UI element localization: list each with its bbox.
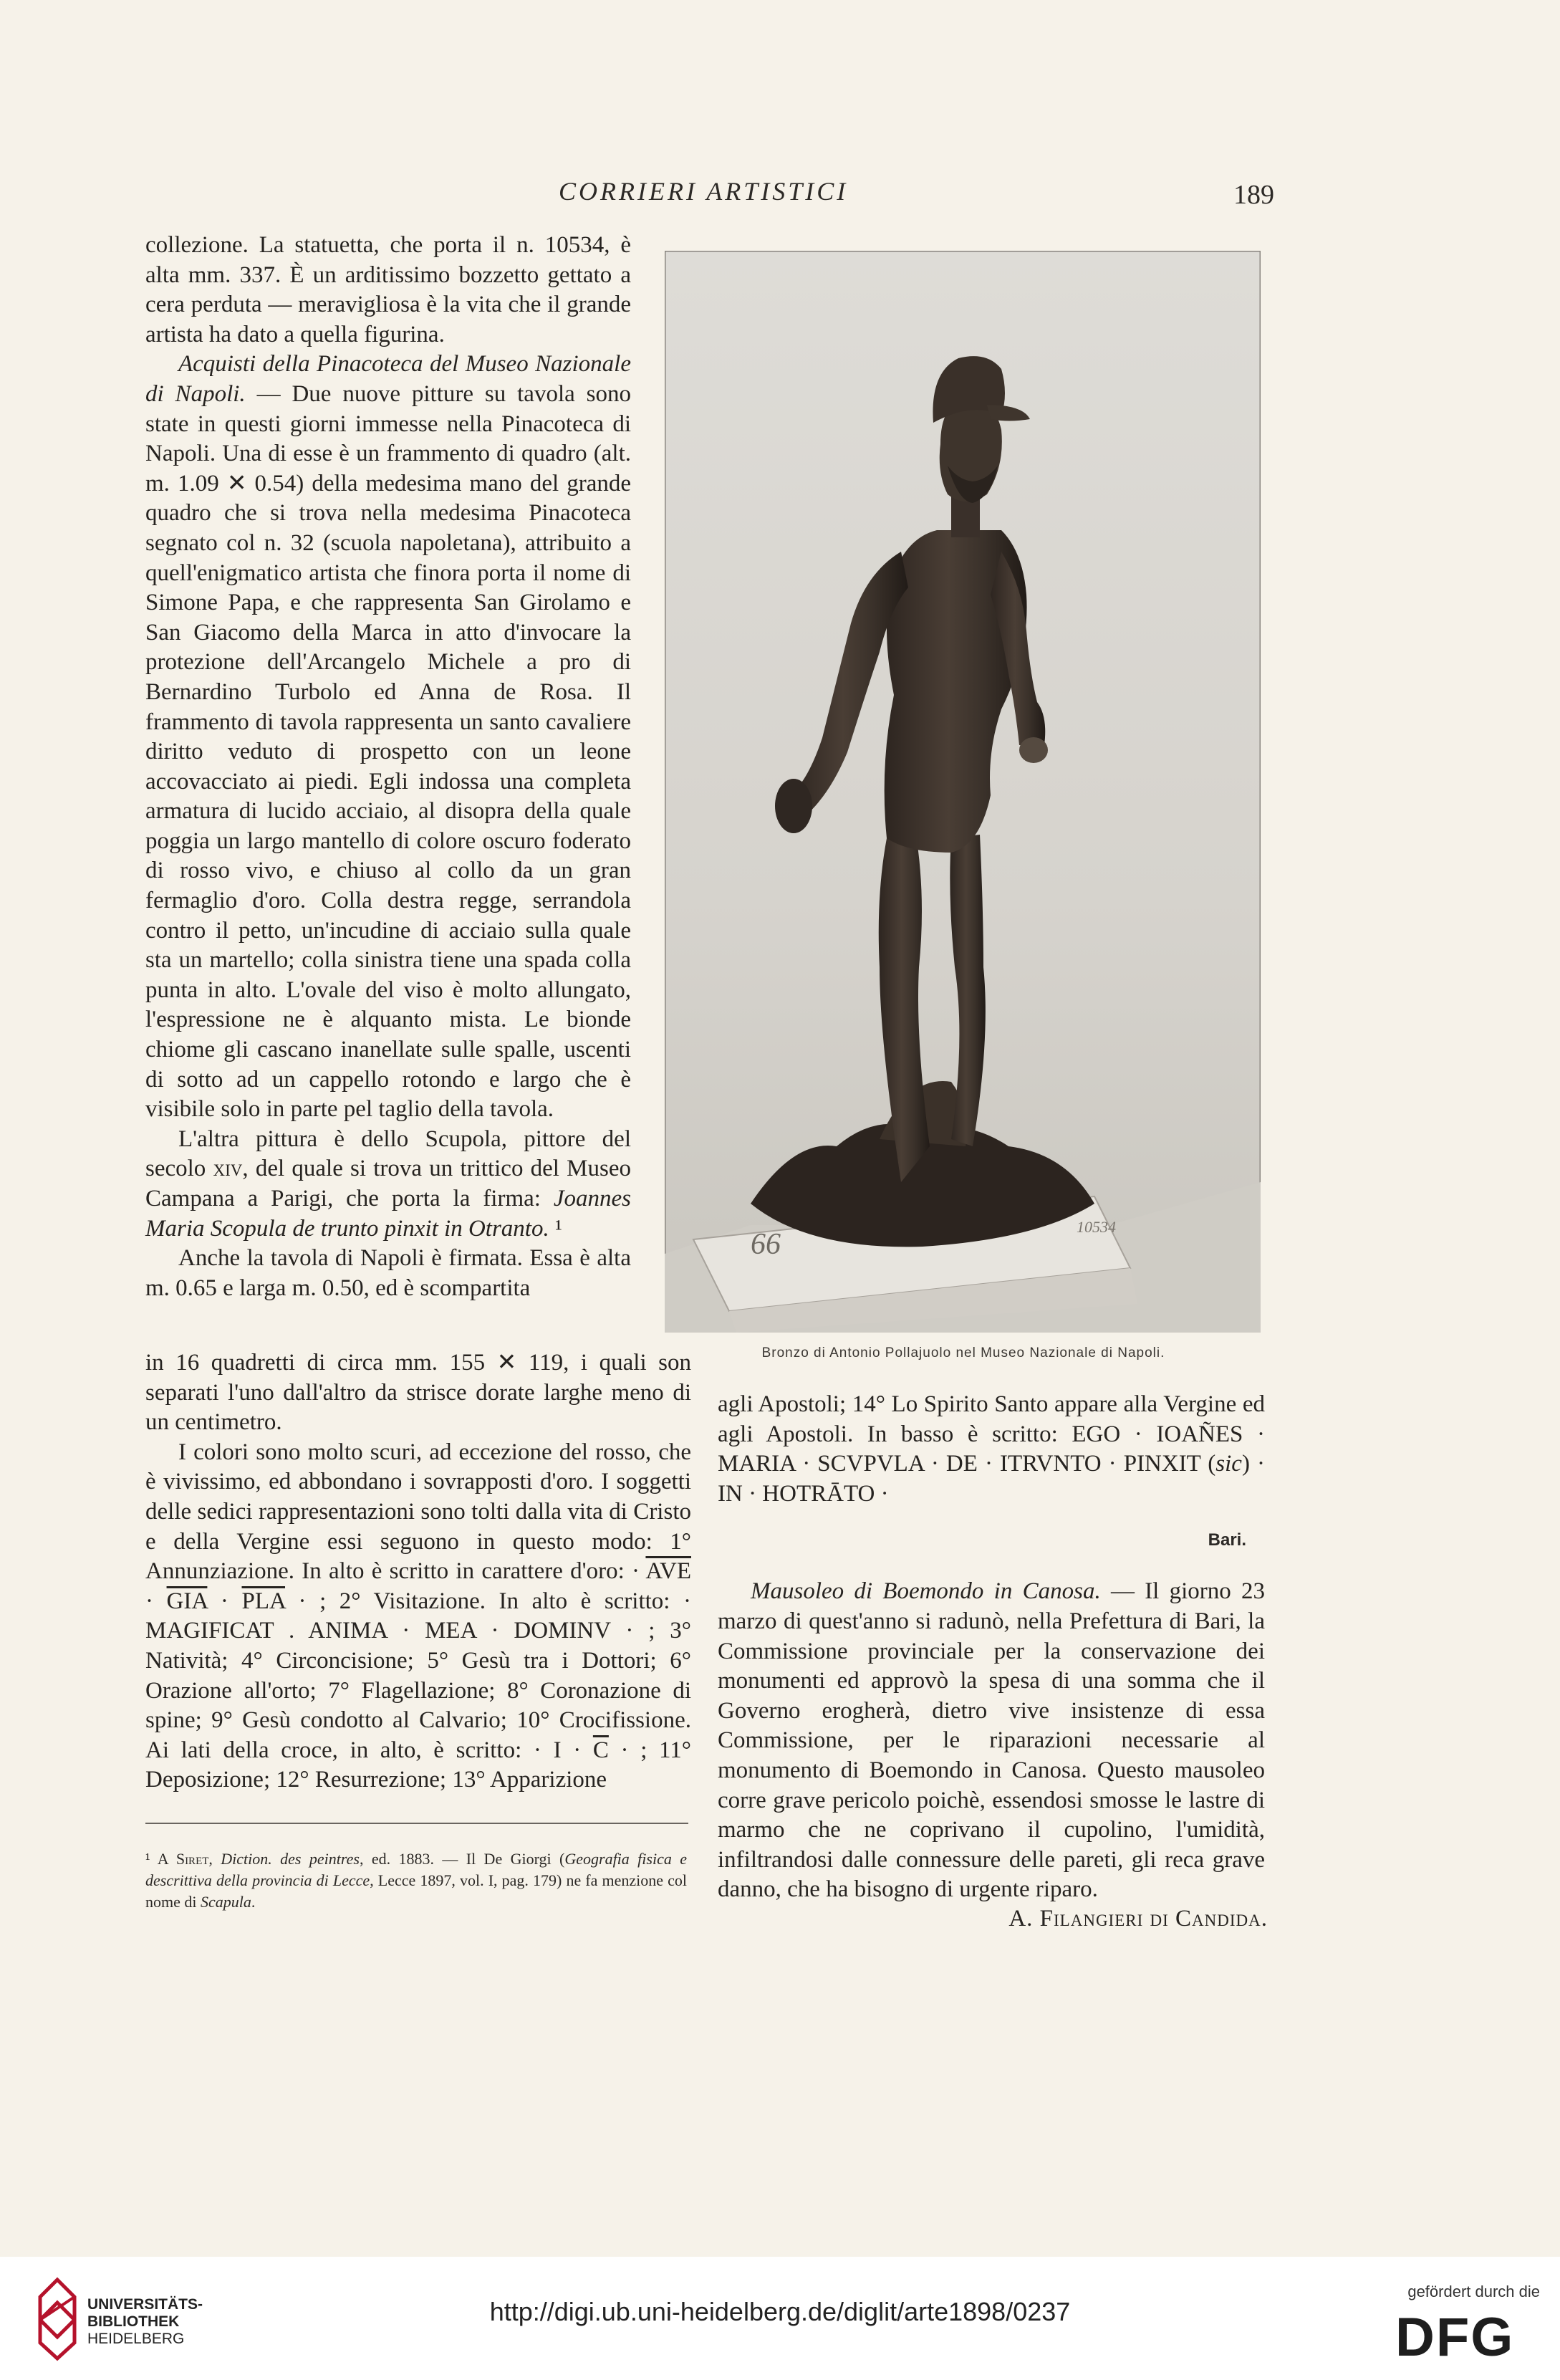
university-library-name[interactable]: UNIVERSITÄTS- BIBLIOTHEK HEIDELBERG bbox=[87, 2296, 203, 2347]
paragraph-mausoleo: Mausoleo di Boemondo in Canosa. — Il giorno 23 marzo di quest'anno si radunò, nella Prefettura di Bari, la Commissione provinciale per la conservazione dei monumenti ed approvò la spesa di una somma che il Governo erogherà, dietro vive insistenze di essa Commissione, per le riparazioni necessarie al monumento di Boemondo in Canosa. Questo mausoleo corre grave pericolo poichè, essendosi smosse le lastre di marmo che ne coprivano il cupolino, l'umidità, infiltrandosi dalle connessure delle pareti, gli reca grave danno, che ha bisogno di urgente riparo. bbox=[718, 1578, 1265, 1903]
section-title-acquisti: Acquisti della Pinacoteca del Museo Nazionale di Napoli. bbox=[145, 351, 631, 407]
section-heading-bari: Bari. bbox=[1208, 1530, 1246, 1550]
page-number: 189 bbox=[1233, 180, 1274, 210]
sponsor-note: gefördert durch die bbox=[1407, 2283, 1540, 2300]
bronze-statuette-image bbox=[665, 251, 1261, 1333]
signature-quote: Joannes Maria Scopula de trunto pinxit in Otranto. bbox=[145, 1186, 631, 1242]
paragraph-tavola: Anche la tavola di Napoli è firmata. Essa è alta m. 0.65 e larga m. 0.50, ed è scompartita bbox=[145, 1245, 631, 1301]
section-title-mausoleo: Mausoleo di Boemondo in Canosa. bbox=[751, 1578, 1101, 1605]
statuette-photograph bbox=[665, 251, 1261, 1333]
paragraph-tavola-continued: in 16 quadretti di circa mm. 155 ✕ 119, i quali son separati l'uno dall'altro da strisce dorate larghe meno di un centimetro. bbox=[145, 1350, 691, 1436]
footer-bar bbox=[0, 2257, 1560, 2380]
paragraph-apostoli: agli Apostoli; 14° Lo Spirito Santo appare alla Vergine ed agli Apostoli. In basso è scritto: EGO · IOAÑES · MARIA · SCVPVLA · DE · ITRVNTO · PINXIT (sic) · IN · HOTRĀTO · bbox=[718, 1391, 1266, 1507]
digitization-url-link[interactable]: http://digi.ub.uni-heidelberg.de/diglit/arte1898/0237 bbox=[489, 2297, 1071, 2326]
paragraph-scupola: L'altra pittura è dello Scupola, pittore del secolo xiv, del quale si trova un trittico del Museo Campana a Parigi, che porta la firma: Joannes Maria Scopula de trunto pinxit in Otranto. ¹ bbox=[145, 1126, 631, 1242]
svg-text:DFG: DFG bbox=[1395, 2310, 1515, 2361]
photo-caption: Bronzo di Antonio Pollajuolo nel Museo Nazionale di Napoli. bbox=[761, 1345, 1165, 1361]
left-column-full bbox=[145, 1348, 691, 1795]
statuette-inventory-label: 66 bbox=[751, 1228, 781, 1261]
author-signature: A. Filangieri di Candida. bbox=[1008, 1906, 1268, 1932]
footnote-divider bbox=[145, 1823, 688, 1824]
paragraph-statuetta: collezione. La statuetta, che porta il n. 10534, è alta mm. 337. È un arditissimo bozzetto gettato a cera perduta — meravigliosa è la vita che il grande artista ha dato a quella figurina. bbox=[145, 232, 631, 347]
statuette-accession-label: 10534 bbox=[1077, 1218, 1116, 1236]
running-title: CORRIERI ARTISTICI bbox=[559, 177, 849, 206]
right-column bbox=[718, 1390, 1265, 1905]
dfg-logo-icon[interactable] bbox=[1395, 2310, 1539, 2361]
footnote-ref: ¹ bbox=[549, 1215, 562, 1242]
paragraph-colori: I colori sono molto scuri, ad eccezione del rosso, che è vivissimo, ed abbondano i sovrapposti d'oro. I soggetti delle sedici rappresentazioni sono tolti dalla vita di Cristo e della Vergine essi seguono in questo modo: 1° Annunziazione. In alto è scritto in carattere d'oro: · $\overline{AVE} \cdot \overline{GIA} \cdot \overline{PLA}$ · ; 2° Visitazione. In alto è scritto: · MAGIFICAT . ANIMA · MEA · DOMINV · ; 3° Natività; 4° Circoncisione; 5° Gesù tra i Dottori; 6° Orazione all'orto; 7° Flagellazione; 8° Coronazione di spine; 9° Gesù condotto al Calvario; 10° Crocifissione. Ai lati della croce, in alto, è scritto: · $I \cdot \overline{C}$ · ; 11° Deposizione; 12° Resurrezione; 13° Apparizione bbox=[145, 1439, 692, 1793]
left-column-top bbox=[145, 231, 631, 1303]
footnote: ¹ A Siret, Diction. des peintres, ed. 1883. — Il De Giorgi (Geografia fisica e descrittiva della provincia di Lecce, Lecce 1897, vol. I, pag. 179) ne fa menzione col nome di Scapula. bbox=[145, 1850, 688, 1911]
paragraph-acquisti: Acquisti della Pinacoteca del Museo Nazionale di Napoli. — Due nuove pitture su tavola sono state in questi giorni immesse nella Pinacoteca di Napoli. Una di esse è un frammento di quadro (alt. m. 1.09 ✕ 0.54) della medesima mano del grande quadro che si trova nella medesima Pinacoteca segnato col n. 32 (scuola napoletana), attribuito a quell'enigmatico artista che finora porta il nome di Simone Papa, e che rappresenta San Girolamo e San Giacomo della Marca in atto d'invocare la protezione dell'Arcangelo Michele a pro di Bernardino Turbolo ed Anna de Rosa. Il frammento di tavola rappresenta un santo cavaliere diritto veduto di prospetto con un leone accovacciato ai piedi. Egli indossa una completa armatura di lucido acciaio, al disopra della quale poggia un largo mantello di colore oscuro foderato di rosso vivo, e chiuso al collo da un gran fermaglio d'oro. Colla destra regge, serrandola contro il petto, un'incudine di acciaio sulla quale sta un martello; colla sinistra tiene una spada colla punta in alto. L'ovale del viso è molto allungato, l'espressione ne è alquanto mista. Le bionde chiome gli cascano inanellate sulle spalle, uscenti di sotto ad un cappello rotondo e largo che è visibile solo in parte pel taglio della tavola. bbox=[145, 351, 631, 1123]
